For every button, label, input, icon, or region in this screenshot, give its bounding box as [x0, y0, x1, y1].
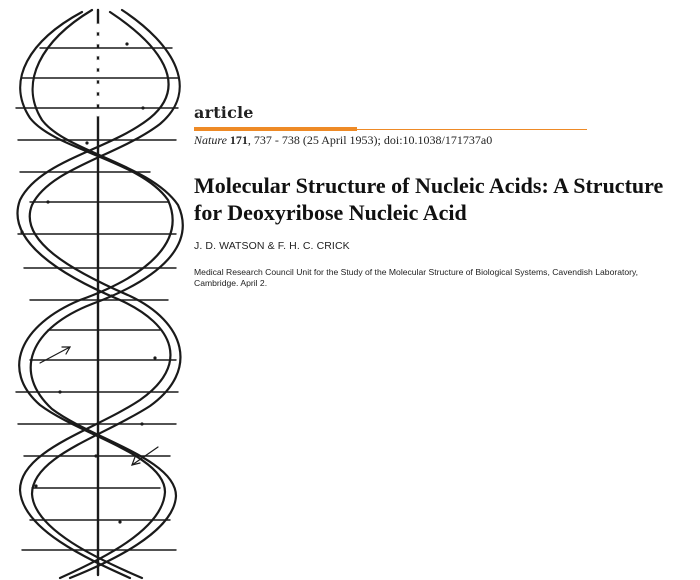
accent-rule-thin — [357, 129, 587, 130]
affiliation-line-2: Cambridge. April 2. — [194, 278, 268, 288]
article-title-line-1: Molecular Structure of Nucleic Acids: A Structure — [194, 173, 664, 198]
article-title — [194, 172, 700, 226]
accent-rule — [194, 127, 357, 131]
backbone-strand-b — [19, 10, 183, 578]
article-header — [194, 0, 700, 580]
journal-name: Nature — [194, 133, 227, 147]
affiliation-line-1: Medical Research Council Unit for the Study of the Molecular Structure of Biological Systems, Cavendish Laboratory, — [194, 267, 639, 277]
authors: J. D. WATSON & F. H. C. CRICK — [194, 240, 350, 252]
citation-details[interactable]: , 737 - 738 (25 April 1953); doi:10.1038/171737a0 — [247, 133, 493, 147]
citation-line — [194, 133, 492, 148]
journal-volume: 171 — [229, 133, 248, 147]
dna-double-helix-icon — [0, 0, 190, 580]
article-title-line-2: for Deoxyribose Nucleic Acid — [194, 200, 467, 225]
affiliation — [194, 267, 700, 289]
section-label: article — [194, 103, 254, 122]
